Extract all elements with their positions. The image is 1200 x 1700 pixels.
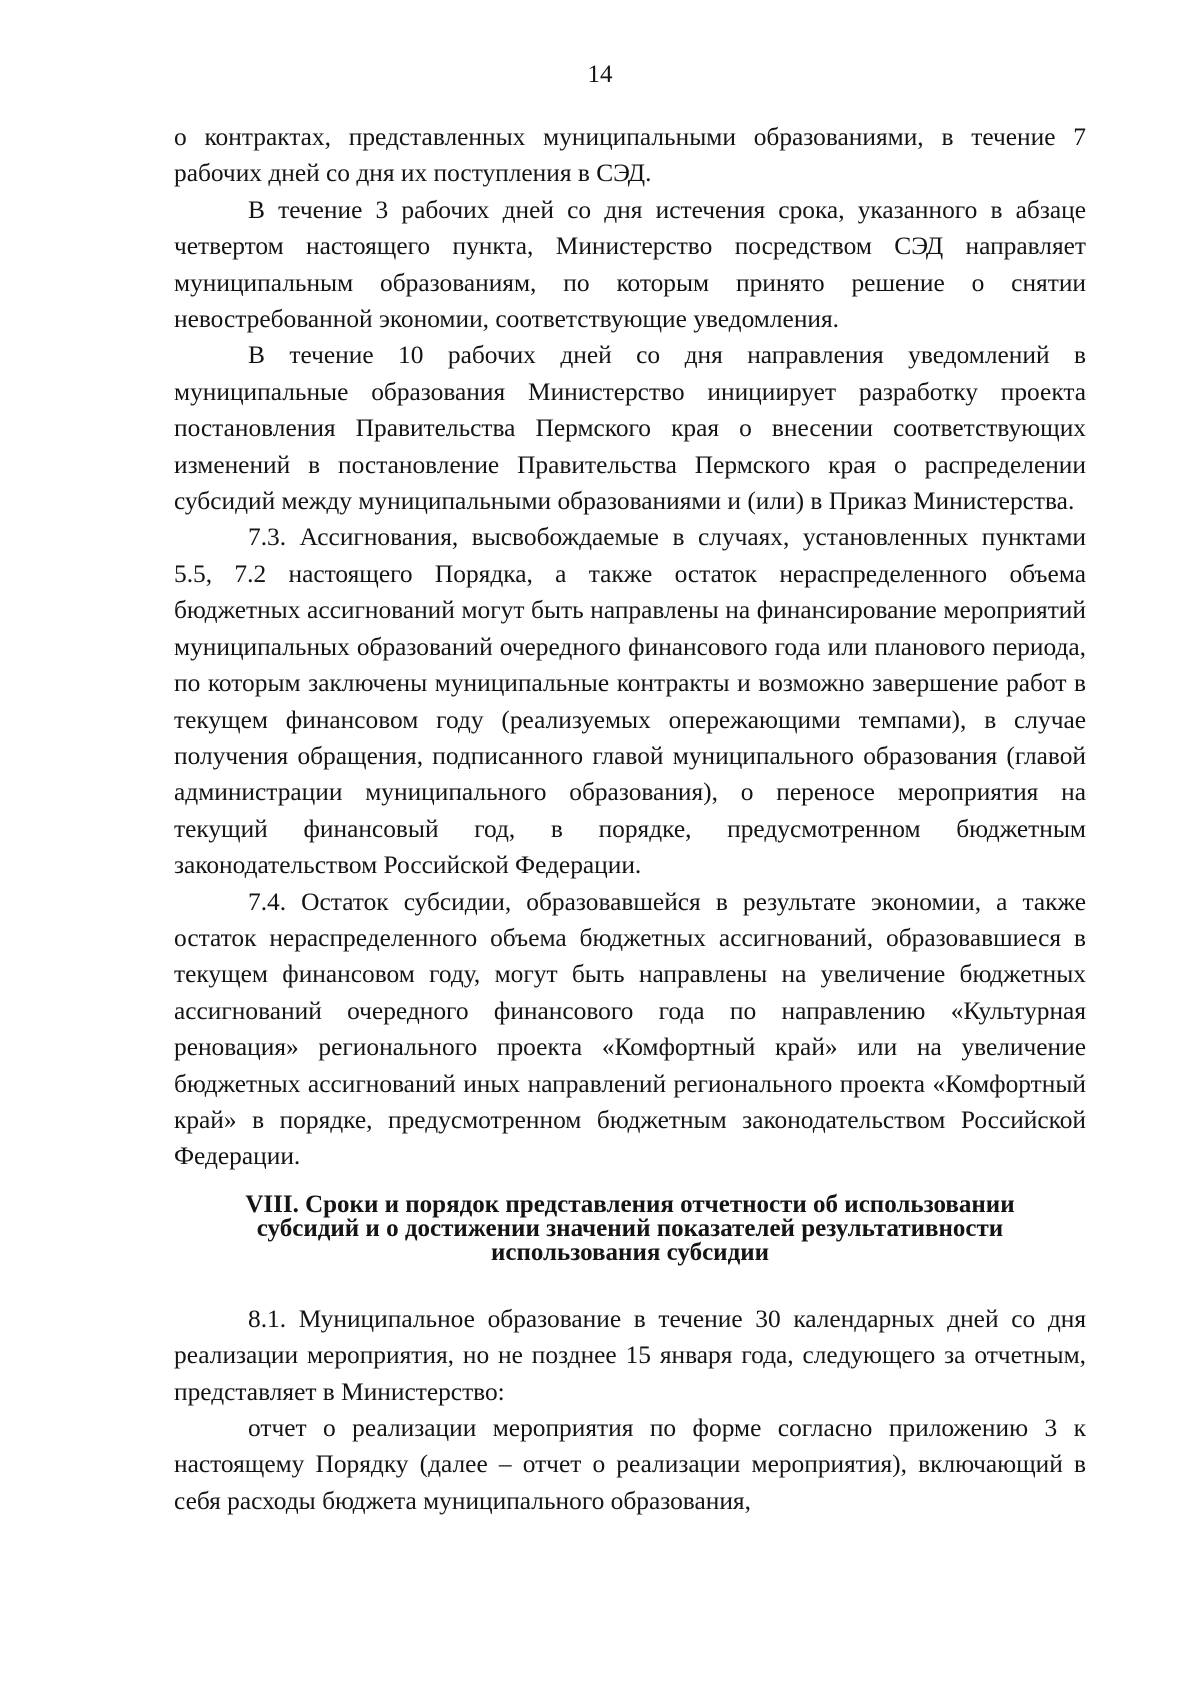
document-body [174, 119, 1086, 1519]
section-heading-line: VIII. Сроки и порядок представления отчетности об использовании [245, 1190, 1015, 1218]
paragraph-continuation: о контрактах, представленных муниципальными образованиями, в течение 7 рабочих дней со дня их поступления в СЭД. [174, 123, 1086, 188]
paragraph-clause-7-3: 7.3. Ассигнования, высвобождаемые в случаях, установленных пунктами 5.5, 7.2 настоящего Порядка, а также остаток нераспределенного объема бюджетных ассигнований могут быть направлены на финансирование мероприятий муниципальных образований очередного финансового года или планового периода, по которым заключены муниципальные контракты и возможно завершение работ в текущем финансовом году (реализуемых опережающими темпами), в случае получения обращения, подписанного главой муниципального образования (главой администрации муниципального образования), о переносе мероприятия на текущий финансовый год, в порядке, предусмотренном бюджетным законодательством Российской Федерации. [174, 523, 1086, 880]
paragraph: В течение 3 рабочих дней со дня истечения срока, указанного в абзаце четвертом настоящего пункта, Министерство посредством СЭД направляет муниципальным образованиям, по которым принято решение о снятии невостребованной экономии, соответствующие уведомления. [174, 195, 1086, 334]
page-number: 14 [587, 61, 613, 88]
section-heading [174, 1190, 1086, 1266]
section-heading-line: субсидий и о достижении значений показателей результативности [256, 1214, 1004, 1242]
paragraph-clause-7-4: 7.4. Остаток субсидии, образовавшейся в результате экономии, а также остаток нераспределенного объема бюджетных ассигнований, образовавшиеся в текущем финансовом году, могут быть направлены на увеличение бюджетных ассигнований очередного финансового года по направлению «Культурная реновация» регионального проекта «Комфортный край» или на увеличение бюджетных ассигнований иных направлений регионального проекта «Комфортный край» в порядке, предусмотренном бюджетным законодательством Российской Федерации. [174, 887, 1086, 1171]
section-heading-line: использования субсидии [490, 1238, 770, 1266]
paragraph-clause-8-1: 8.1. Муниципальное образование в течение 30 календарных дней со дня реализации мероприятия, но не позднее 15 января года, следующего за отчетным, представляет в Министерство: [174, 1304, 1086, 1406]
paragraph: В течение 10 рабочих дней со дня направления уведомлений в муниципальные образования Министерство инициирует разработку проекта постановления Правительства Пермского края о внесении соответствующих изменений в постановление Правительства Пермского края о распределении субсидий между муниципальными образованиями и (или) в Приказ Министерства. [174, 341, 1086, 516]
paragraph: отчет о реализации мероприятия по форме согласно приложению 3 к настоящему Порядку (далее – отчет о реализации мероприятия), включающий в себя расходы бюджета муниципального образования, [174, 1414, 1086, 1515]
